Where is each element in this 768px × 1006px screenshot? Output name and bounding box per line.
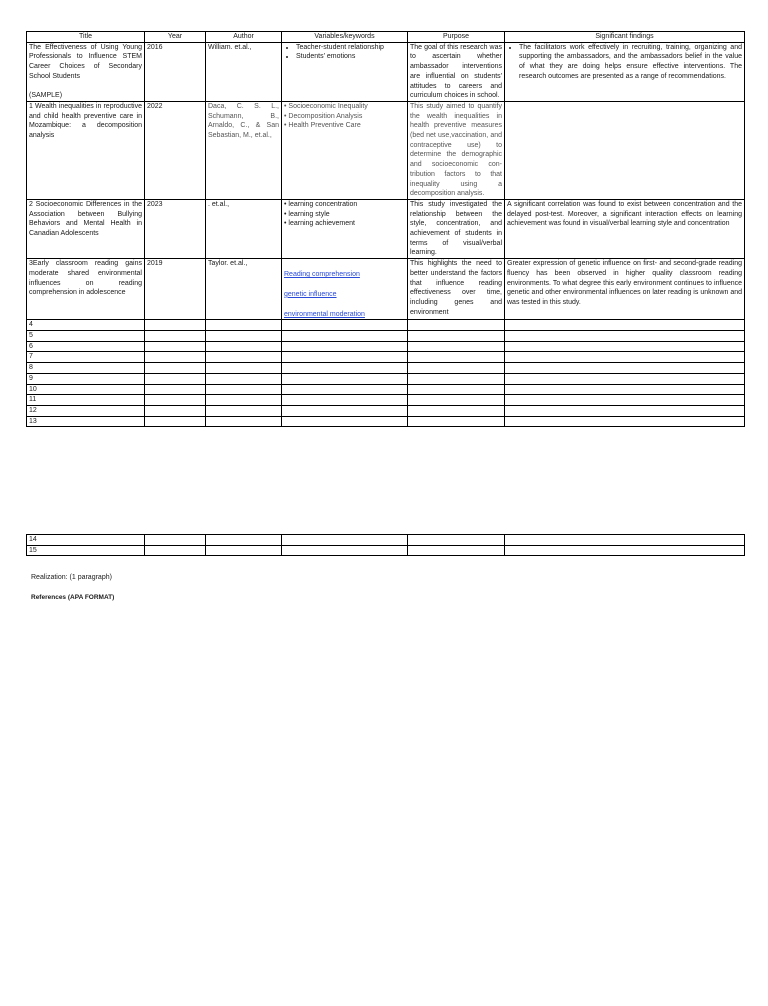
header-findings: Significant findings <box>505 32 745 43</box>
cell-purpose: The goal of this research was to ascertain whether ambassador interventions are influential on students' attitudes to careers and curriculum choices in school. <box>408 42 505 101</box>
cell-findings: Greater expression of genetic influence on first- and second-grade reading fluency has been observed in higher quality classroom reading environments. To what degree this early environment continues to influence genetic and other environmental influences on later reading is unknown and was tested in this study. <box>505 259 745 320</box>
table-row <box>27 42 745 101</box>
row-number: 15 <box>27 545 145 556</box>
finding-item: • The facilitators work effectively in recruiting, training, organizing and supporting the ambassadors, and the ambassadors belief in the value of what they are doing helps ensure effective interventions. The research outcomes are presented as a range of recommendations. <box>519 43 742 82</box>
cell-author: . et.al., <box>206 199 282 258</box>
cell-keywords <box>282 101 408 199</box>
cell-findings <box>505 101 745 199</box>
row-number: 11 <box>27 395 145 406</box>
cell-keywords <box>282 199 408 258</box>
table-row-empty <box>27 405 745 416</box>
cell-title: 3Early classroom reading gains moderate shared environmental influences on reading comprehension in adolescence <box>27 259 145 320</box>
table-row-empty <box>27 545 745 556</box>
table-row-empty <box>27 416 745 427</box>
title-text: The Effectiveness of Using Young Professionals to Influence STEM Career Choices of Secondary School Students <box>29 43 142 80</box>
table-row-empty <box>27 363 745 374</box>
table-row-empty <box>27 341 745 352</box>
row-number: 13 <box>27 416 145 427</box>
row-number: 6 <box>27 341 145 352</box>
cell-purpose: This study investigated the relationship between the style, concentration, and achievement of students in terms of visual/verbal learning. <box>408 199 505 258</box>
table-row <box>27 199 745 258</box>
table-row-empty <box>27 320 745 331</box>
realization-note: Realization: (1 paragraph) <box>31 574 112 581</box>
row-number: 9 <box>27 373 145 384</box>
cell-findings <box>505 42 745 101</box>
row-number: 14 <box>27 535 145 546</box>
keyword-link-genetic-influence[interactable]: genetic influence <box>284 290 337 298</box>
row-number: 8 <box>27 363 145 374</box>
table-row-empty <box>27 535 745 546</box>
cell-year: 2016 <box>145 42 206 101</box>
header-author: Author <box>206 32 282 43</box>
header-row <box>27 32 745 43</box>
header-keywords: Variables/keywords <box>282 32 408 43</box>
header-purpose: Purpose <box>408 32 505 43</box>
table-row <box>27 259 745 320</box>
row-number: 12 <box>27 405 145 416</box>
cell-findings: A significant correlation was found to exist between concentration and the delayed post-test. Moreover, a significant interaction effects on learning achievement was found in visual/verbal learning style and concentration <box>505 199 745 258</box>
table-row-empty <box>27 384 745 395</box>
cell-purpose: This highlights the need to better understand the factors that influence reading effectiveness over time, including genes and environment <box>408 259 505 320</box>
keyword-link-reading-comprehension[interactable]: Reading comprehension <box>284 271 360 279</box>
cell-title: 1 Wealth inequalities in reproductive and child health preventive care in Mozambique: a decomposition analysis <box>27 101 145 199</box>
keyword-item: • learning style <box>284 210 405 220</box>
keyword-item: • learning concentration <box>284 200 405 210</box>
keyword-item: • Health Preventive Care <box>284 121 405 131</box>
keyword-item: • Teacher-student relationship <box>296 43 405 53</box>
cell-author: William. et.al., <box>206 42 282 101</box>
keyword-link-environmental-moderation[interactable]: environmental moderation <box>284 310 365 318</box>
keyword-item: • Decomposition Analysis <box>284 112 405 122</box>
cell-title <box>27 42 145 101</box>
keyword-item: • learning achievement <box>284 219 405 229</box>
literature-review-table-continued <box>26 534 745 556</box>
table-row-empty <box>27 395 745 406</box>
cell-year: 2022 <box>145 101 206 199</box>
sample-note: (SAMPLE) <box>29 91 63 99</box>
literature-review-table <box>26 31 745 427</box>
header-year: Year <box>145 32 206 43</box>
cell-year: 2019 <box>145 259 206 320</box>
keyword-item: • Socioeconomic Inequality <box>284 102 405 112</box>
row-number: 4 <box>27 320 145 331</box>
references-heading: References (APA FORMAT) <box>31 594 115 601</box>
table-row-empty <box>27 330 745 341</box>
cell-title: 2 Socioeconomic Differences in the Association between Bullying Behaviors and Mental Health in Canadian Adolescents <box>27 199 145 258</box>
cell-purpose: This study aimed to quantify the wealth inequalities in health preventive measures (bed net use,vaccination, and contraceptive use) to determine the demographic and socioeconomic con-tribution factors to that inequality using a decomposition analysis. <box>408 101 505 199</box>
row-number: 10 <box>27 384 145 395</box>
table-row-empty <box>27 352 745 363</box>
table-row-empty <box>27 373 745 384</box>
table-row <box>27 101 745 199</box>
keyword-item: • Students' emotions <box>296 52 405 62</box>
header-title: Title <box>27 32 145 43</box>
cell-keywords <box>282 259 408 320</box>
cell-keywords <box>282 42 408 101</box>
cell-author: Daca, C. S. L., Schumann, B., Arnaldo, C., & San Sebastian, M., et.al., <box>206 101 282 199</box>
cell-year: 2023 <box>145 199 206 258</box>
row-number: 5 <box>27 330 145 341</box>
row-number: 7 <box>27 352 145 363</box>
cell-author: Taylor. et.al., <box>206 259 282 320</box>
